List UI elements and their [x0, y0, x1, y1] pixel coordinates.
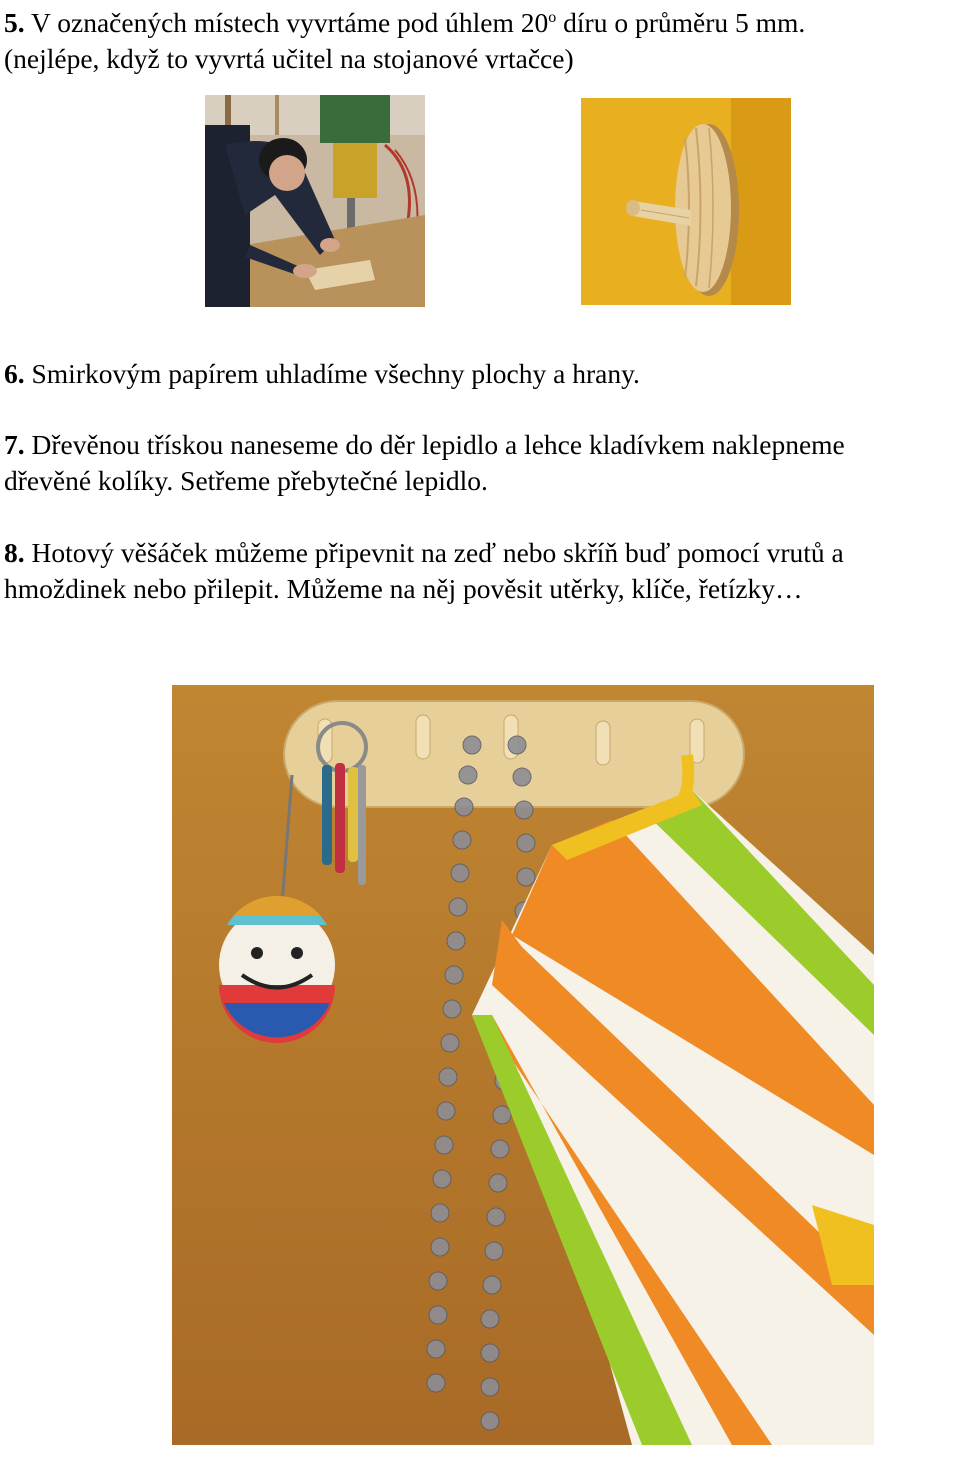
- finished-hanger-illustration: [172, 685, 874, 1445]
- step-8-text: [4, 535, 958, 607]
- step-6-text: [4, 356, 958, 392]
- step-5-text: [4, 0, 958, 77]
- step-7-line-1: Dřevěnou třískou naneseme do děr lepidlo a lehce kladívkem naklepneme: [24, 429, 845, 460]
- step-5-line-1: V označených místech vyvrtáme pod úhlem 20: [31, 7, 549, 38]
- drilling-photo-illustration: [205, 95, 425, 307]
- step-5-line-2: (nejlépe, když to vyvrtá učitel na stojanové vrtačce): [4, 43, 574, 74]
- step-7-line-2: dřevěné kolíky. Setřeme přebytečné lepidlo.: [4, 465, 488, 496]
- step-8-line-2: hmoždinek nebo přilepit. Můžeme na něj pověsit utěrky, klíče, řetízky…: [4, 573, 803, 604]
- drilling-photo: [205, 95, 425, 307]
- peg-photo: [581, 98, 791, 305]
- step-7-text: [4, 427, 958, 499]
- step-6-line-1: Smirkovým papírem uhladíme všechny plochy a hrany.: [24, 358, 640, 389]
- step-8-number: 8.: [4, 537, 25, 568]
- step-6-number: 6.: [4, 358, 25, 389]
- step-5-line-1-end: díru o průměru 5 mm.: [556, 7, 806, 38]
- step-7-number: 7.: [4, 429, 25, 460]
- peg-photo-illustration: [581, 98, 791, 305]
- step-8-line-1: Hotový věšáček můžeme připevnit na zeď nebo skříň buď pomocí vrutů a: [24, 537, 844, 568]
- step-5-number: 5.: [4, 7, 25, 38]
- finished-hanger-photo: [172, 685, 874, 1445]
- degree-mark: o: [548, 9, 557, 26]
